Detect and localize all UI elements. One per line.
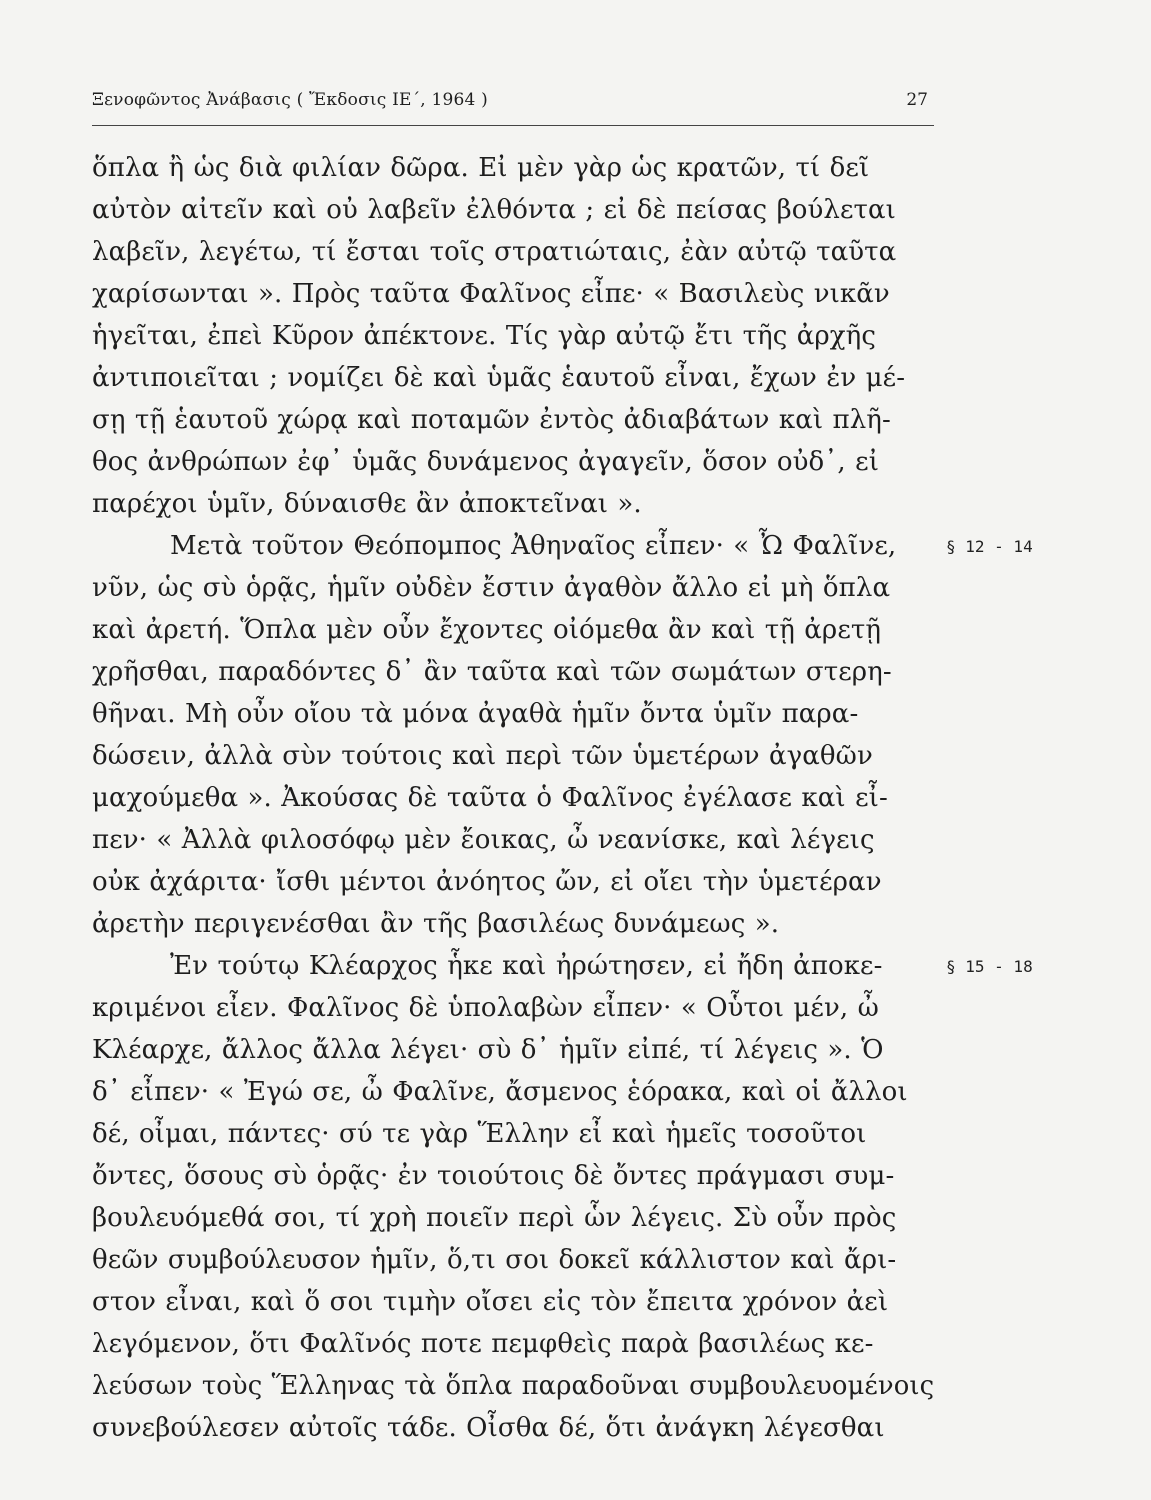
text-line-5: ἡγεῖται, ἐπεὶ Κῦρον ἀπέκτονε. Τίς γὰρ αὐτῷ ἔτι τῆς ἀρχῆς bbox=[92, 321, 876, 351]
text-line-30: λεύσων τοὺς Ἕλληνας τὰ ὅπλα παραδοῦναι συμβουλευομένοις bbox=[92, 1371, 935, 1401]
text-line-23: δ᾽ εἶπεν· « Ἐγώ σε, ὦ Φαλῖνε, ἄσμενος ἑόρακα, καὶ οἱ ἄλλοι bbox=[92, 1077, 908, 1107]
text-line-28: στον εἶναι, καὶ ὅ σοι τιμὴν οἴσει εἰς τὸν ἔπειτα χρόνον ἀεὶ bbox=[92, 1287, 889, 1317]
text-line-16: μαχούμεθα ». Ἀκούσας δὲ ταῦτα ὁ Φαλῖνος ἐγέλασε καὶ εἶ- bbox=[92, 783, 888, 813]
text-line-2: αὐτὸν αἰτεῖν καὶ οὐ λαβεῖν ἐλθόντα ; εἰ δὲ πείσας βούλεται bbox=[92, 195, 896, 225]
text-line-18: οὐκ ἀχάριτα· ἴσθι μέντοι ἀνόητος ὤν, εἰ οἴει τὴν ὑμετέραν bbox=[92, 867, 882, 897]
text-line-24: δέ, οἶμαι, πάντες· σύ τε γὰρ Ἕλλην εἶ καὶ ἡμεῖς τοσοῦτοι bbox=[92, 1119, 867, 1149]
text-line-31: συνεβούλεσεν αὐτοῖς τάδε. Οἶσθα δέ, ὅτι ἀνάγκη λέγεσθαι bbox=[92, 1413, 885, 1443]
text-line-4: χαρίσωνται ». Πρὸς ταῦτα Φαλῖνος εἶπε· « Βασιλεὺς νικᾶν bbox=[92, 279, 890, 309]
text-line-7: σῃ τῇ ἑαυτοῦ χώρᾳ καὶ ποταμῶν ἐντὸς ἀδιαβάτων καὶ πλῆ- bbox=[92, 405, 891, 435]
text-line-8: θος ἀνθρώπων ἐφ᾽ ὑμᾶς δυνάμενος ἀγαγεῖν, ὅσον οὐδ᾽, εἰ bbox=[92, 447, 880, 477]
page-number: 27 bbox=[906, 90, 928, 110]
text-line-21: κριμένοι εἶεν. Φαλῖνος δὲ ὑπολαβὼν εἶπεν· « Οὗτοι μέν, ὦ bbox=[92, 993, 879, 1023]
text-line-10: Μετὰ τοῦτον Θεόπομπος Ἀθηναῖος εἶπεν· « Ὦ Φαλῖνε, bbox=[170, 531, 897, 561]
text-line-6: ἀντιποιεῖται ; νομίζει δὲ καὶ ὑμᾶς ἑαυτοῦ εἶναι, ἔχων ἐν μέ- bbox=[92, 363, 906, 393]
text-line-20: Ἐν τούτῳ Κλέαρχος ἧκε καὶ ἠρώτησεν, εἰ ἤδη ἀποκε- bbox=[170, 951, 883, 981]
margin-section-note: § 15 - 18 bbox=[946, 957, 1033, 976]
text-line-29: λεγόμενον, ὅτι Φαλῖνός ποτε πεμφθεὶς παρὰ βασιλέως κε- bbox=[92, 1329, 874, 1359]
text-line-12: καὶ ἀρετή. Ὅπλα μὲν οὖν ἔχοντες οἰόμεθα ἂν καὶ τῇ ἀρετῇ bbox=[92, 615, 882, 645]
text-line-13: χρῆσθαι, παραδόντες δ᾽ ἂν ταῦτα καὶ τῶν σωμάτων στερη- bbox=[92, 657, 892, 687]
header-title: Ξενοφῶντος Ἀνάβασις ( Ἔκδοσις ΙΕ΄, 1964 ) bbox=[92, 90, 488, 110]
text-line-27: θεῶν συμβούλευσον ἡμῖν, ὅ,τι σοι δοκεῖ κάλλιστον καὶ ἄρι- bbox=[92, 1245, 897, 1275]
text-line-15: δώσειν, ἀλλὰ σὺν τούτοις καὶ περὶ τῶν ὑμετέρων ἀγαθῶν bbox=[92, 741, 873, 771]
text-line-11: νῦν, ὡς σὺ ὁρᾷς, ἡμῖν οὐδὲν ἔστιν ἀγαθὸν ἄλλο εἰ μὴ ὅπλα bbox=[92, 573, 891, 603]
text-line-25: ὄντες, ὅσους σὺ ὁρᾷς· ἐν τοιούτοις δὲ ὄντες πράγμασι συμ- bbox=[92, 1161, 895, 1191]
text-line-1: ὅπλα ἢ ὡς διὰ φιλίαν δῶρα. Εἰ μὲν γὰρ ὡς κρατῶν, τί δεῖ bbox=[92, 153, 870, 183]
margin-section-note: § 12 - 14 bbox=[946, 537, 1033, 556]
text-line-17: πεν· « Ἀλλὰ φιλοσόφῳ μὲν ἔοικας, ὦ νεανίσκε, καὶ λέγεις bbox=[92, 825, 875, 855]
text-line-9: παρέχοι ὑμῖν, δύναισθε ἂν ἀποκτεῖναι ». bbox=[92, 489, 642, 519]
text-line-14: θῆναι. Μὴ οὖν οἴου τὰ μόνα ἀγαθὰ ἡμῖν ὄντα ὑμῖν παρα- bbox=[92, 699, 859, 729]
text-line-19: ἀρετὴν περιγενέσθαι ἂν τῆς βασιλέως δυνάμεως ». bbox=[92, 909, 780, 939]
header-rule bbox=[92, 125, 934, 126]
text-line-26: βουλευόμεθά σοι, τί χρὴ ποιεῖν περὶ ὧν λέγεις. Σὺ οὖν πρὸς bbox=[92, 1203, 897, 1233]
running-header bbox=[92, 88, 932, 118]
text-line-3: λαβεῖν, λεγέτω, τί ἔσται τοῖς στρατιώταις, ἐὰν αὐτῷ ταῦτα bbox=[92, 237, 897, 267]
text-line-22: Κλέαρχε, ἄλλος ἄλλα λέγει· σὺ δ᾽ ἡμῖν εἰπέ, τί λέγεις ». Ὁ bbox=[92, 1035, 884, 1065]
